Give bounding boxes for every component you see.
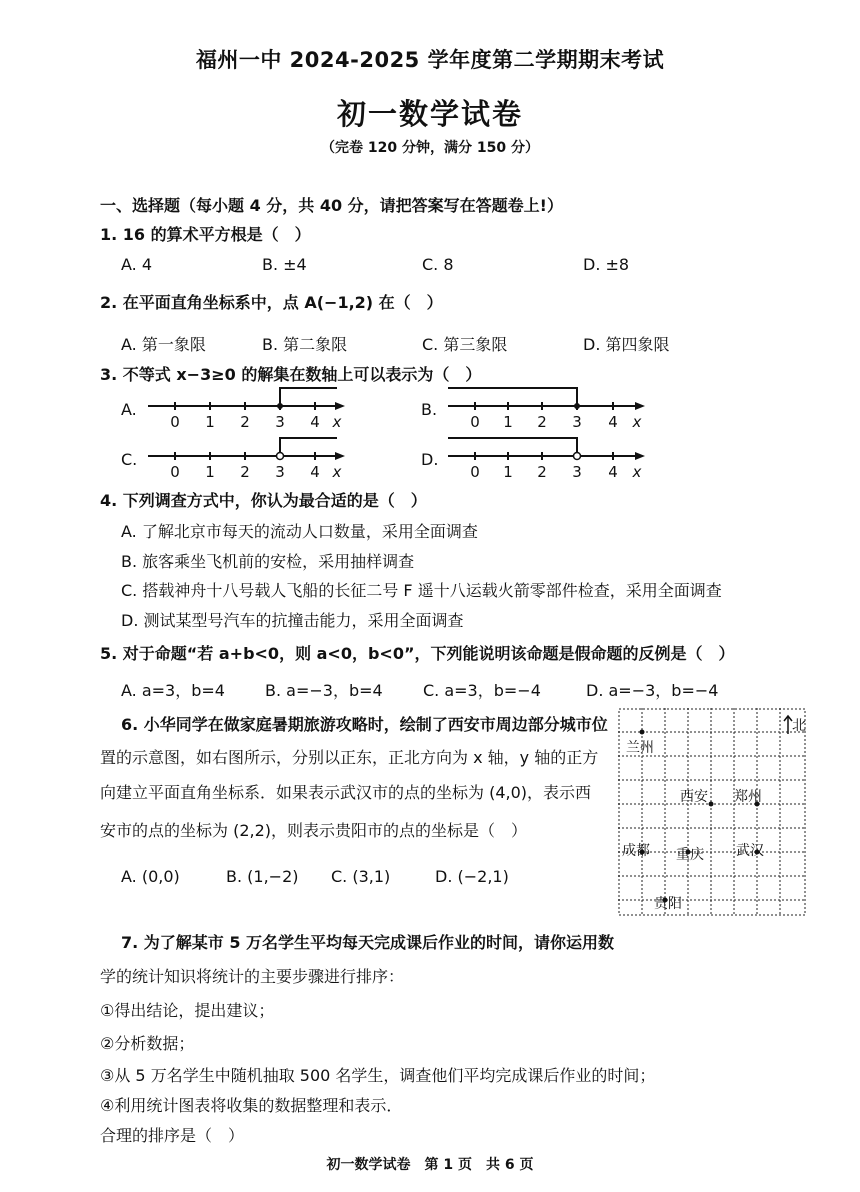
tick-0: 0 <box>170 413 180 431</box>
city-label-zhengzhou: 郑州 <box>734 789 762 805</box>
q7-step-3: ③从 5 万名学生中随机抽取 500 名学生，调查他们平均完成课后作业的时间； <box>100 1066 656 1085</box>
tick-0: 0 <box>470 463 480 481</box>
north-label: 北 <box>792 718 806 734</box>
q1-option-c: C. 8 <box>422 255 454 274</box>
q7-text-line1: 7. 为了解某市 5 万名学生平均每天完成课后作业的时间，请你运用数 <box>121 933 615 952</box>
q2-option-a: A. 第一象限 <box>121 335 206 354</box>
q7-step-1: ①得出结论，提出建议； <box>100 1001 275 1020</box>
q3-number-line-b <box>445 385 655 435</box>
section-heading: 一、选择题（每小题 4 分，共 40 分，请把答案写在答题卷上!） <box>100 196 563 215</box>
tick-4: 4 <box>310 413 320 431</box>
q5-option-c: C. a=3，b=−4 <box>423 681 541 700</box>
q3-number-line-c <box>145 435 355 485</box>
q3-number-line-d <box>445 435 655 485</box>
q6-text-line1: 6. 小华同学在做家庭暑期旅游攻略时，绘制了西安市周边部分城市位 <box>121 715 608 734</box>
q5-option-a: A. a=3，b=4 <box>121 681 225 700</box>
q3-number-line-a <box>145 385 355 435</box>
tick-1: 1 <box>205 463 215 481</box>
q6-option-d: D. (−2,1) <box>435 867 509 886</box>
q3-option-b-label: B. <box>421 400 438 419</box>
q3-option-a-label: A. <box>121 400 137 419</box>
tick-0: 0 <box>170 463 180 481</box>
q5-option-b: B. a=−3，b=4 <box>265 681 383 700</box>
tick-2: 2 <box>537 413 547 431</box>
q6-text-line4: 安市的点的坐标为 (2,2)，则表示贵阳市的点的坐标是（ ） <box>100 821 528 840</box>
q3-stem: 3. 不等式 x−3≥0 的解集在数轴上可以表示为（ ） <box>100 365 482 384</box>
tick-2: 2 <box>240 413 250 431</box>
q1-option-b: B. ±4 <box>262 255 307 274</box>
q5-option-d: D. a=−3，b=−4 <box>586 681 719 700</box>
axis-var: x <box>332 413 342 431</box>
tick-2: 2 <box>537 463 547 481</box>
q7-step-2: ②分析数据； <box>100 1034 195 1053</box>
tick-1: 1 <box>205 413 215 431</box>
q6-text-line2: 置的示意图，如右图所示，分别以正东，正北方向为 x 轴，y 轴的正方 <box>100 748 599 767</box>
q2-option-c: C. 第三象限 <box>422 335 508 354</box>
q7-ask: 合理的排序是（ ） <box>100 1126 245 1145</box>
tick-4: 4 <box>608 463 618 481</box>
q4-stem: 4. 下列调查方式中，你认为最合适的是（ ） <box>100 491 427 510</box>
tick-3: 3 <box>572 463 582 481</box>
q4-option-b: B. 旅客乘坐飞机前的安检，采用抽样调查 <box>121 552 415 571</box>
q1-option-a: A. 4 <box>121 255 153 274</box>
tick-1: 1 <box>503 413 513 431</box>
q6-option-a: A. (0,0) <box>121 867 180 886</box>
q2-option-d: D. 第四象限 <box>583 335 670 354</box>
city-label-wuhan: 武汉 <box>736 843 764 859</box>
exam-duration-note: （完卷 120 分钟，满分 150 分） <box>321 140 539 156</box>
tick-3: 3 <box>275 463 285 481</box>
axis-var: x <box>632 463 642 481</box>
xian-point <box>709 802 714 807</box>
q1-stem: 1. 16 的算术平方根是（ ） <box>100 225 311 244</box>
q4-option-d: D. 测试某型号汽车的抗撞击能力，采用全面调查 <box>121 611 464 630</box>
tick-4: 4 <box>608 413 618 431</box>
city-label-chongqing: 重庆 <box>676 847 704 863</box>
tick-3: 3 <box>275 413 285 431</box>
page-footer: 初一数学试卷 第 1 页 共 6 页 <box>326 1157 534 1173</box>
q3-option-c-label: C. <box>121 450 138 469</box>
city-label-chengdu: 成都 <box>622 843 650 859</box>
q7-text-line2: 学的统计知识将统计的主要步骤进行排序： <box>100 967 405 986</box>
q3-option-d-label: D. <box>421 450 439 469</box>
city-map-diagram <box>618 708 806 916</box>
tick-4: 4 <box>310 463 320 481</box>
q5-stem: 5. 对于命题“若 a+b<0，则 a<0，b<0”，下列能说明该命题是假命题的反例是（ ） <box>100 644 735 663</box>
tick-0: 0 <box>470 413 480 431</box>
q4-option-c: C. 搭载神舟十八号载人飞船的长征二号 F 遥十八运载火箭零部件检查，采用全面调查 <box>121 581 722 600</box>
q4-option-a: A. 了解北京市每天的流动人口数量，采用全面调查 <box>121 522 478 541</box>
q6-text-line3: 向建立平面直角坐标系．如果表示武汉市的点的坐标为 (4,0)，表示西 <box>100 783 592 802</box>
q6-option-c: C. (3,1) <box>331 867 391 886</box>
city-label-lanzhou: 兰州 <box>626 740 654 756</box>
tick-3: 3 <box>572 413 582 431</box>
lanzhou-point <box>640 730 645 735</box>
tick-1: 1 <box>503 463 513 481</box>
q7-step-4: ④利用统计图表将收集的数据整理和表示． <box>100 1096 403 1115</box>
axis-var: x <box>632 413 642 431</box>
city-label-guiyang: 贵阳 <box>654 896 682 912</box>
paper-title: 初一数学试卷 <box>336 97 523 131</box>
q2-stem: 2. 在平面直角坐标系中，点 A(−1,2) 在（ ） <box>100 293 443 312</box>
exam-title: 福州一中 2024-2025 学年度第二学期期末考试 <box>195 48 665 72</box>
q6-option-b: B. (1,−2) <box>226 867 299 886</box>
axis-var: x <box>332 463 342 481</box>
tick-2: 2 <box>240 463 250 481</box>
city-label-xian: 西安 <box>680 789 708 805</box>
q1-option-d: D. ±8 <box>583 255 630 274</box>
q2-option-b: B. 第二象限 <box>262 335 348 354</box>
